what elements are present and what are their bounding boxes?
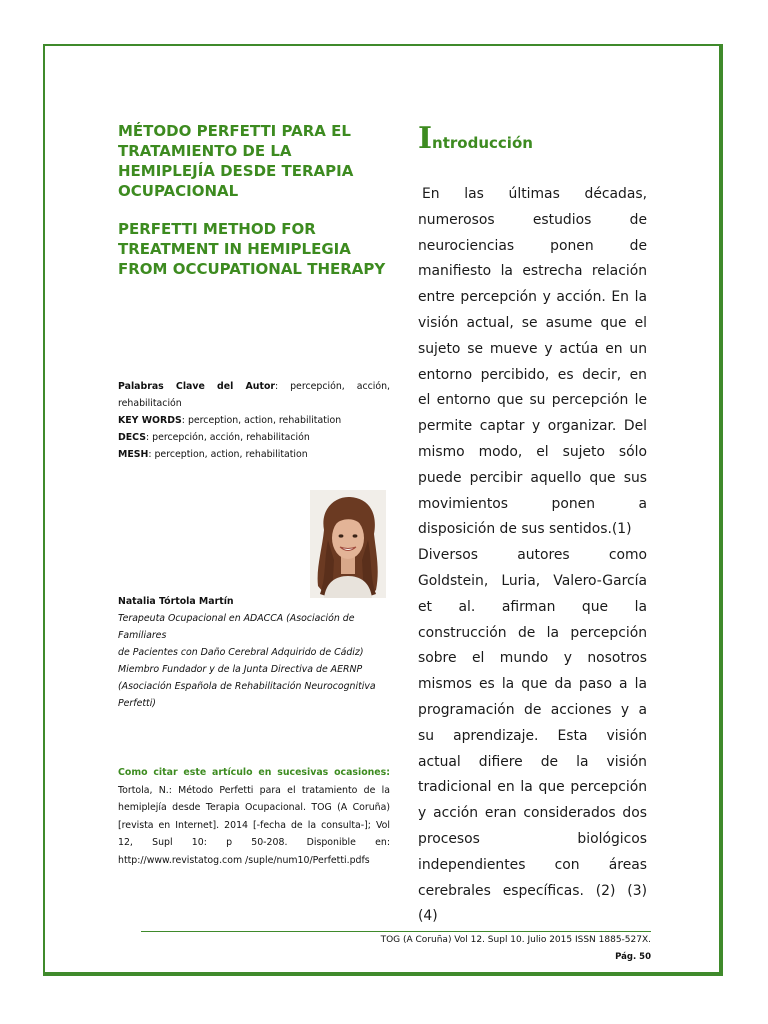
- citation-text: Tortola, N.: Método Perfetti para el tratamiento de la hemiplejía desde Terapia Ocupacional. TOG (A Coruña) [revista en Internet]. 2014 [-fecha de la consulta-]; Vol 12, Supl 10: p 50-208. Disponible en: http://www.revistatog.com /suple/num10/Perfetti.pdfs: [118, 784, 390, 866]
- key-words-line: KEY WORDS: perception, action, rehabilitation: [118, 415, 342, 426]
- key-words-label: KEY WORDS: [118, 415, 182, 426]
- author-portrait-illustration: [310, 490, 386, 598]
- author-affiliation-line: Terapeuta Ocupacional en ADACCA (Asociación de Familiares: [118, 613, 355, 641]
- footer-divider: [141, 931, 651, 932]
- title-english: PERFETTI METHOD FOR TREATMENT IN HEMIPLEGIA FROM OCCUPATIONAL THERAPY: [118, 220, 386, 278]
- body-paragraph: En las últimas décadas, numerosos estudios de neurociencias ponen de manifiesto la estrecha relación entre percepción y acción. En la visión actual, se asume que el sujeto se mueve y actúa en un entorno percibido, es decir, en el entorno que su percepción le permite captar y organizar. Del mismo modo, el sujeto sólo puede percibir aquello que sus movimientos ponen a disposición de sus sentidos.(1): [418, 186, 647, 538]
- author-photo: [310, 490, 386, 598]
- palabras-clave-value: percepción, acción,: [290, 381, 391, 392]
- author-affiliation-line: de Pacientes con Daño Cerebral Adquirido de Cádiz): [118, 647, 364, 658]
- palabras-clave-line: Palabras Clave del Autor: percepción, acción,: [118, 381, 391, 392]
- section-heading-block: [418, 122, 647, 156]
- footer-journal-info: TOG (A Coruña) Vol 12. Supl 10. Julio 2015 ISSN 1885-527X.: [380, 935, 651, 945]
- author-block: [118, 593, 390, 712]
- body-paragraph: Diversos autores como Goldstein, Luria, Valero-García et al. afirman que la construcción de la percepción sobre el mundo y nosotros mismos es la que da paso a la programación de acciones y a su aprendizaje. Esta visión actual difiere de la visión tradicional en la que percepción y acción eran considerados dos procesos biológicos independientes con áreas cerebrales específicas. (2) (3) (4): [418, 547, 647, 925]
- keywords-block: [118, 378, 390, 463]
- mesh-line: MESH: perception, action, rehabilitation: [118, 449, 308, 460]
- title-spanish: MÉTODO PERFETTI PARA EL TRATAMIENTO DE LA HEMIPLEJÍA DESDE TERAPIA OCUPACIONAL: [118, 122, 354, 200]
- author-affiliation-line: Perfetti): [118, 698, 156, 709]
- introduction-body: [418, 182, 647, 930]
- page-number: Pág. 50: [615, 952, 651, 962]
- citation-block: [118, 764, 390, 869]
- section-heading: [418, 122, 647, 156]
- section-heading-rest: ntroducción: [432, 134, 533, 152]
- mesh-label: MESH: [118, 449, 149, 460]
- palabras-clave-label: Palabras Clave del Autor: [118, 381, 276, 392]
- author-name: Natalia Tórtola Martín: [118, 596, 234, 607]
- section-heading-initial: I: [418, 121, 433, 156]
- decs-value: percepción, acción, rehabilitación: [152, 432, 310, 443]
- citation-heading: Como citar este artículo en sucesivas ocasiones:: [118, 767, 390, 778]
- title-block: [118, 121, 392, 279]
- author-affiliation-line: (Asociación Española de Rehabilitación Neurocognitiva: [118, 681, 376, 692]
- palabras-clave-value-continued: rehabilitación: [118, 398, 182, 409]
- mesh-value: perception, action, rehabilitation: [154, 449, 308, 460]
- decs-line: DECS: percepción, acción, rehabilitación: [118, 432, 310, 443]
- decs-label: DECS: [118, 432, 146, 443]
- key-words-value: perception, action, rehabilitation: [187, 415, 342, 426]
- author-affiliation-line: Miembro Fundador y de la Junta Directiva de AERNP: [118, 664, 363, 675]
